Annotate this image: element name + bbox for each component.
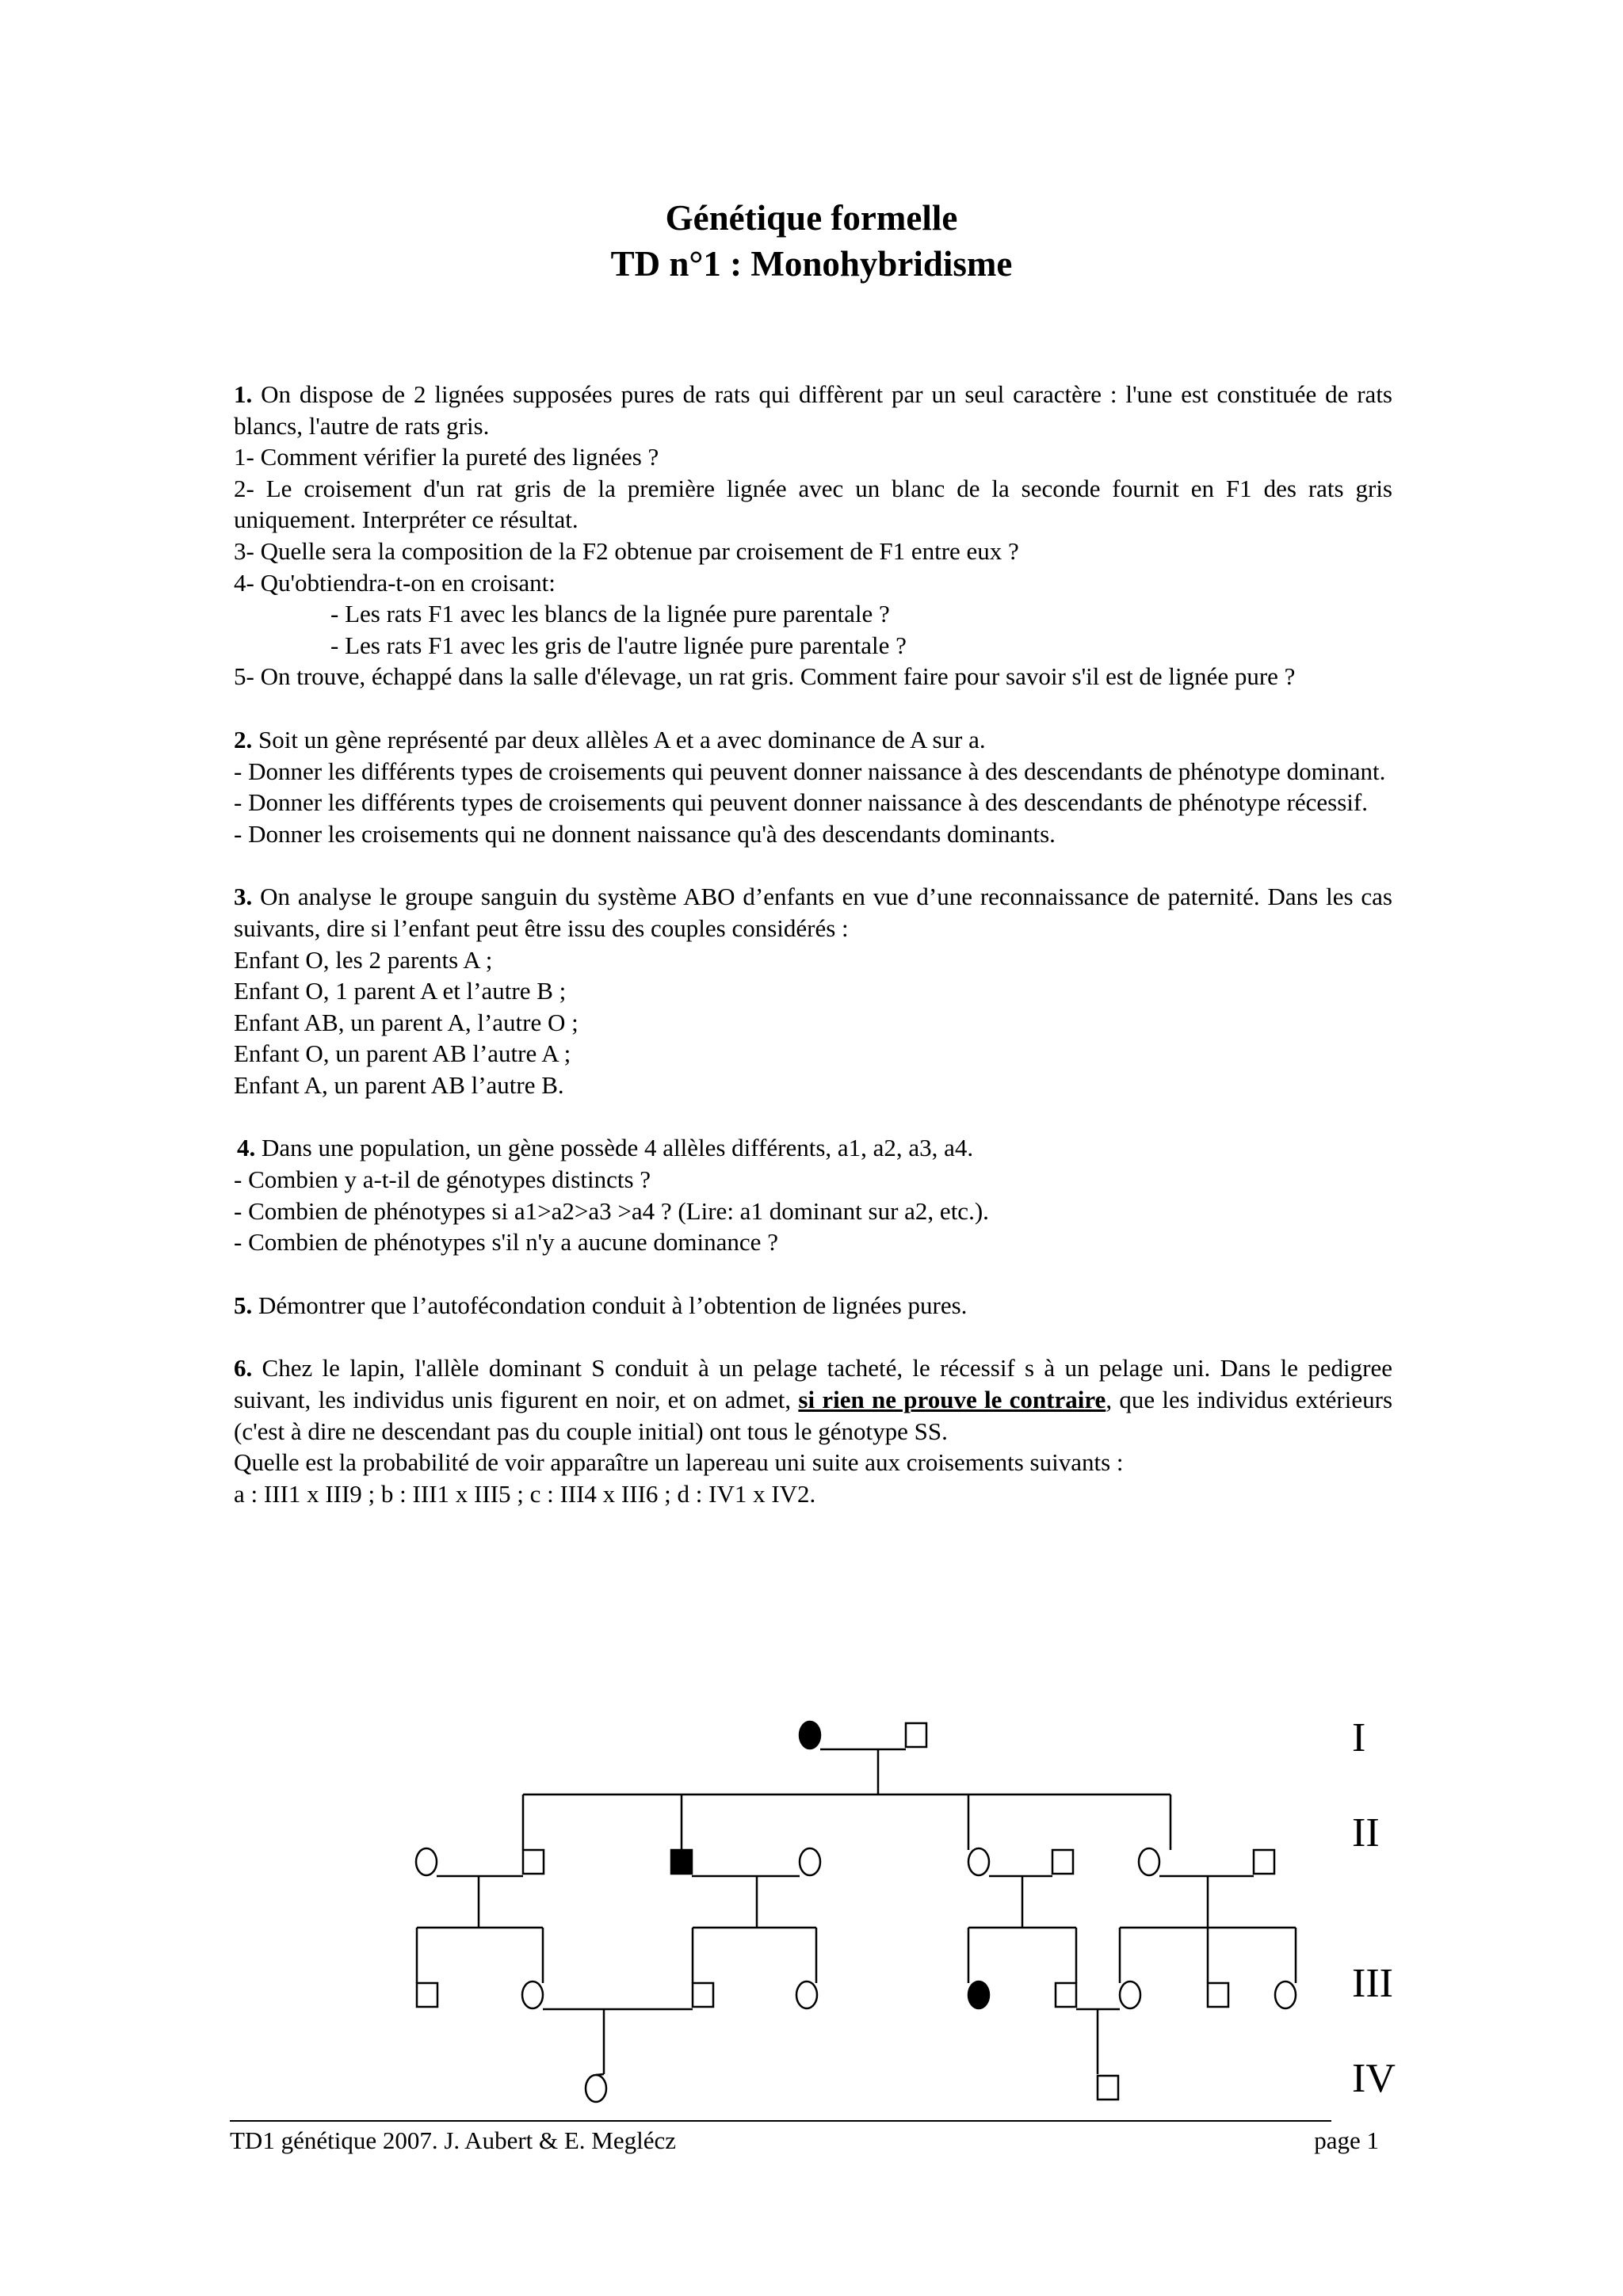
footer-credits: TD1 génétique 2007. J. Aubert & E. Meglécz bbox=[230, 2126, 677, 2154]
ex1-q5: 5- On trouve, échappé dans la salle d'élevage, un rat gris. Comment faire pour savoir s'il est de lignée pure ? bbox=[234, 662, 1296, 691]
ex6-question: Quelle est la probabilité de voir apparaître un lapereau uni suite aux croisements suivants : bbox=[234, 1448, 1124, 1477]
generation-4 bbox=[586, 2074, 1118, 2102]
ex1-q1: 1- Comment vérifier la pureté des lignées ? bbox=[234, 443, 659, 471]
female-affected-I1 bbox=[800, 1722, 820, 1749]
ex3-case: Enfant A, un parent AB l’autre B. bbox=[234, 1070, 564, 1099]
ex1-q4: 4- Qu'obtiendra-t-on en croisant: bbox=[234, 568, 556, 597]
female-II bbox=[800, 1848, 820, 1875]
ex3-case: Enfant O, 1 parent A et l’autre B ; bbox=[234, 977, 567, 1005]
ex1-intro-text: On dispose de 2 lignées supposées pures de rats qui diffèrent par un seul caractère : l'une est constituée de rats blancs, l'autre de rats gris. bbox=[234, 380, 1392, 440]
ex2-number: 2. bbox=[234, 725, 253, 753]
pedigree-diagram bbox=[0, 1664, 1623, 2107]
ex4-line3: - Combien de phénotypes s'il n'y a aucune dominance ? bbox=[234, 1228, 778, 1257]
gen-label-III: III bbox=[1352, 1961, 1393, 2006]
ex1-q2: 2- Le croisement d'un rat gris de la première lignée avec un blanc de la seconde fournit en F1 des rats gris uniquement. Interpréter ce résultat. bbox=[234, 474, 1392, 534]
gen-label-I: I bbox=[1352, 1715, 1366, 1760]
ex3-intro bbox=[234, 881, 1392, 944]
ex5-number: 5. bbox=[234, 1291, 253, 1319]
footer-divider bbox=[230, 2120, 1331, 2122]
female-II bbox=[968, 1848, 989, 1875]
ex4-line2: - Combien de phénotypes si a1>a2>a3 >a4 ? (Lire: a1 dominant sur a2, etc.). bbox=[234, 1196, 989, 1225]
female-III2 bbox=[522, 1981, 543, 2008]
male-I2 bbox=[906, 1723, 926, 1747]
female-II bbox=[1139, 1848, 1159, 1875]
ex3-intro-text: On analyse le groupe sanguin du système ABO d’enfants en vue d’une reconnaissance de paternité. Dans les cas suivants, dire si l’enfant peut être issu des couples considérés : bbox=[234, 883, 1392, 942]
ex2-line2: - Donner les différents types de croisements qui peuvent donner naissance à des descendants de phénotype récessif. bbox=[234, 788, 1368, 817]
ex2-line3: - Donner les croisements qui ne donnent naissance qu'à des descendants dominants. bbox=[234, 819, 1056, 848]
ex3-case: Enfant O, un parent AB l’autre A ; bbox=[234, 1039, 571, 1068]
ex1-q4b: - Les rats F1 avec les gris de l'autre lignée pure parentale ? bbox=[330, 631, 907, 659]
ex6-text-before: Chez le lapin, l'allèle dominant S conduit à un pelage tacheté, le récessif s à un pelage uni. Dans le pedigree suivant, les individus unis figurent en noir, et on admet, bbox=[234, 1354, 1392, 1414]
female-III9 bbox=[1275, 1981, 1296, 2008]
ex4-line1: - Combien y a-t-il de génotypes distincts ? bbox=[234, 1165, 651, 1194]
ex5-text-body: Démontrer que l’autofécondation conduit à l’obtention de lignées pures. bbox=[252, 1291, 968, 1319]
gen-label-IV: IV bbox=[1352, 2056, 1396, 2101]
ex5-text bbox=[234, 1290, 1392, 1322]
ex4-intro bbox=[234, 1132, 1392, 1164]
ex4-intro-text: Dans une population, un gène possède 4 allèles différents, a1, a2, a3, a4. bbox=[255, 1134, 974, 1162]
male-III1 bbox=[417, 1983, 437, 2007]
male-II bbox=[1052, 1850, 1073, 1874]
ex3-case: Enfant AB, un parent A, l’autre O ; bbox=[234, 1008, 579, 1036]
generation-1 bbox=[523, 1722, 1170, 1850]
ex2-line1: - Donner les différents types de croisements qui peuvent donner naissance à des descendants de phénotype dominant. bbox=[234, 757, 1386, 785]
ex6-text bbox=[234, 1352, 1392, 1447]
male-III8 bbox=[1208, 1983, 1228, 2007]
male-III6 bbox=[1056, 1983, 1076, 2007]
ex6-crosses: a : III1 x III9 ; b : III1 x III5 ; c : III4 x III6 ; d : IV1 x IV2. bbox=[234, 1479, 816, 1508]
ex1-intro bbox=[234, 379, 1392, 441]
female-III4 bbox=[796, 1981, 817, 2008]
ex6-number: 6. bbox=[234, 1354, 253, 1383]
generation-labels bbox=[1352, 1715, 1396, 2101]
ex6-text-after: , que les individus extérieurs (c'est à dire ne descendant pas du couple initial) ont tous le génotype SS. bbox=[234, 1386, 1393, 1445]
exercise-body bbox=[234, 379, 1392, 1509]
page-number: page 1 bbox=[1314, 2126, 1379, 2154]
ex1-q3: 3- Quelle sera la composition de la F2 obtenue par croisement de F1 entre eux ? bbox=[234, 536, 1019, 565]
male-II bbox=[1254, 1850, 1274, 1874]
ex6-emphasis: si rien ne prouve le contraire bbox=[798, 1386, 1106, 1414]
title-main: Génétique formelle bbox=[665, 198, 958, 238]
male-affected-II bbox=[671, 1850, 692, 1874]
ex2-intro bbox=[234, 724, 1392, 756]
descent-line bbox=[596, 2074, 604, 2075]
ex3-case: Enfant O, les 2 parents A ; bbox=[234, 945, 493, 974]
gen-label-II: II bbox=[1352, 1810, 1380, 1855]
male-II bbox=[523, 1850, 544, 1874]
female-II bbox=[416, 1848, 437, 1875]
female-IV1 bbox=[586, 2075, 606, 2102]
generation-3 bbox=[417, 1981, 1296, 2074]
ex1-number: 1. bbox=[234, 380, 253, 408]
ex2-intro-text: Soit un gène représenté par deux allèles A et a avec dominance de A sur a. bbox=[252, 725, 986, 753]
female-affected-III5 bbox=[968, 1981, 989, 2008]
male-IV2 bbox=[1098, 2076, 1118, 2100]
generation-2 bbox=[416, 1848, 1274, 1928]
male-III3 bbox=[693, 1983, 713, 2007]
title-sub: TD n°1 : Monohybridisme bbox=[610, 244, 1013, 284]
ex1-q4a: - Les rats F1 avec les blancs de la lignée pure parentale ? bbox=[330, 600, 890, 628]
ex3-number: 3. bbox=[234, 883, 253, 911]
ex4-number: 4. bbox=[237, 1134, 256, 1162]
generation-3-links bbox=[417, 1928, 1296, 1983]
female-III7 bbox=[1120, 1981, 1140, 2008]
